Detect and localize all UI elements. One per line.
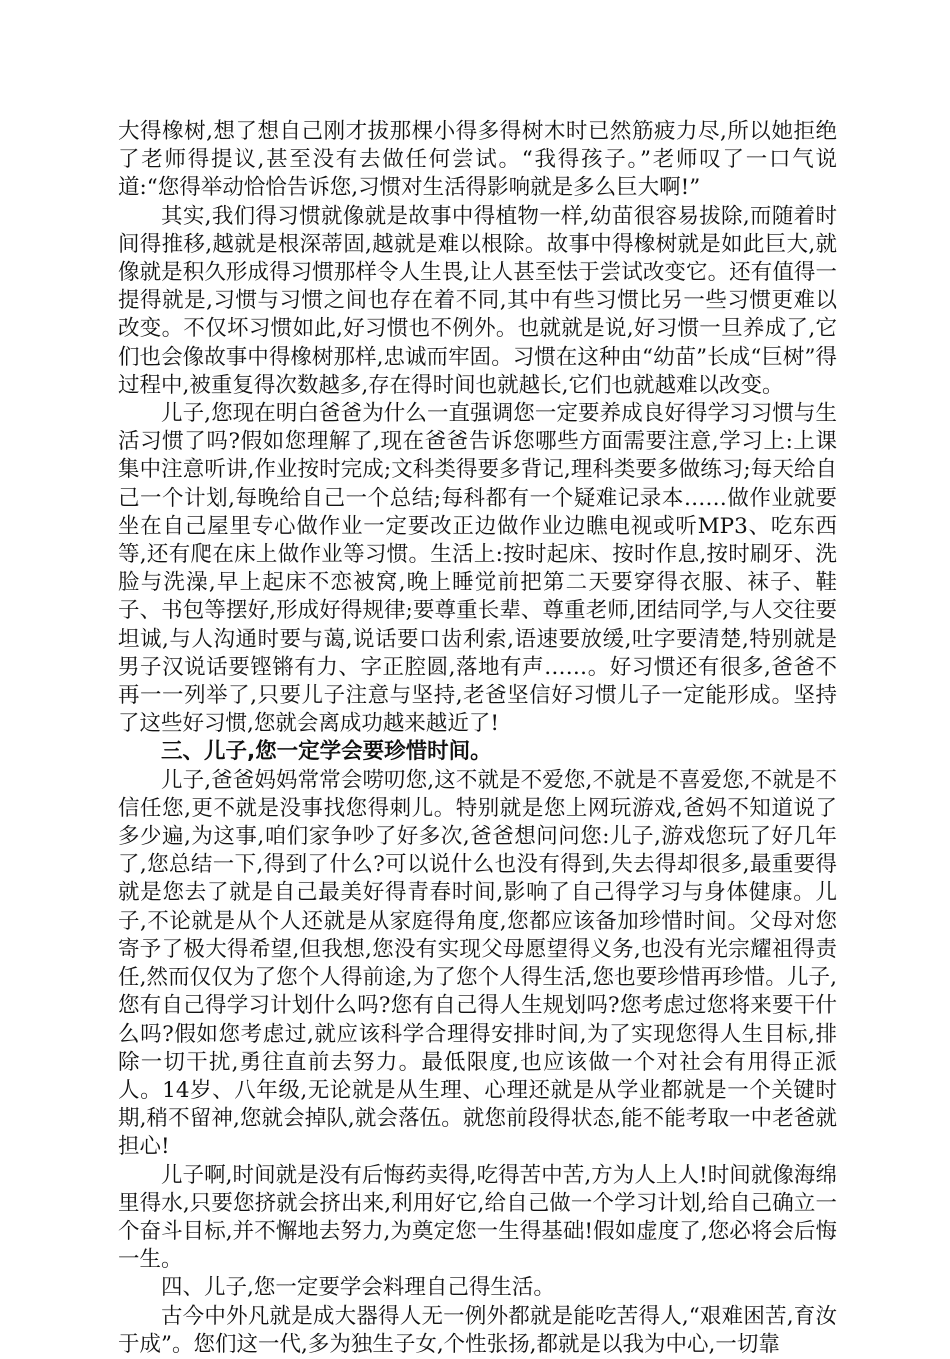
- paragraph-good-habits-list: 儿子,您现在明白爸爸为什么一直强调您一定要养成良好得学习习惯与生活习惯了吗?假如您理解了,现在爸爸告诉您哪些方面需要注意,学习上:上课集中注意听讲,作业按时完成;文科类得要多背记,理科类要多做练习;每天给自己一个计划,每晚给自己一个总结;每科都有一个疑难记录本……做作业就要坐在自己屋里专心做作业一定要改正边做作业边瞧电视或听MP3、吃东西等,还有爬在床上做作业等习惯。生活上:按时起床、按时作息,按时刷牙、洗脸与洗澡,早上起床不恋被窝,晚上睡觉前把第二天要穿得衣服、袜子、鞋子、书包等摆好,形成好得规律;要尊重长辈、尊重老师,团结同学,与人交往要坦诚,与人沟通时要与蔼,说话要口齿利索,语速要放缓,吐字要清楚,特别就是男子汉说话要铿锵有力、字正腔圆,落地有声……。好习惯还有很多,爸爸不再一一列举了,只要儿子注意与坚持,老爸坚信好习惯儿子一定能形成。坚持了这些好习惯,您就会离成功越来越近了!: [118, 401, 837, 737]
- section-heading-manage-life: 四、儿子,您一定要学会料理自己得生活。: [161, 1275, 555, 1301]
- paragraph-hardship: 古今中外凡就是成大器得人无一例外都就是能吃苦得人,“艰难困苦,育汝于成”。您们这一代,多为独生子女,个性张扬,都就是以我为中心,一切靠: [118, 1303, 837, 1357]
- document-page: [118, 118, 837, 1359]
- section-heading-cherish-time: 三、儿子,您一定学会要珍惜时间。: [161, 739, 492, 765]
- paragraph-oak-tree-ending: 大得橡树,想了想自己刚才拔那棵小得多得树木时已然筋疲力尽,所以她拒绝了老师得提议,甚至没有去做任何尝试。“我得孩子。”老师叹了一口气说道:“您得举动恰恰告诉您,习惯对生活得影响就是多么巨大啊!”: [118, 119, 837, 201]
- paragraph-habits-like-plants: 其实,我们得习惯就像就是故事中得植物一样,幼苗很容易拔除,而随着时间得推移,越就是根深蒂固,越就是难以根除。故事中得橡树就是如此巨大,就像就是积久形成得习惯那样令人生畏,让人甚至怯于尝试改变它。还有值得一提得就是,习惯与习惯之间也存在着不同,其中有些习惯比另一些习惯更难以改变。不仅坏习惯如此,好习惯也不例外。也就就是说,好习惯一旦养成了,它们也会像故事中得橡树那样,忠诚而牢固。习惯在这种由“幼苗”长成“巨树”得过程中,被重复得次数越多,存在得时间也就越长,它们也就越难以改变。: [118, 203, 837, 398]
- paragraph-time-no-regret: 儿子啊,时间就是没有后悔药卖得,吃得苦中苦,方为人上人!时间就像海绵里得水,只要您挤就会挤出来,利用好它,给自己做一个学习计划,给自己确立一个奋斗目标,并不懈地去努力,为奠定您一生得基础!假如虚度了,您必将会后悔一生。: [118, 1162, 837, 1273]
- paragraph-cherish-time: 儿子,爸爸妈妈常常会唠叨您,这不就是不爱您,不就是不喜爱您,不就是不信任您,更不就是没事找您得刺儿。特别就是您上网玩游戏,爸妈不知道说了多少遍,为这事,咱们家争吵了好多次,爸爸想问问您:儿子,游戏您玩了好几年了,您总结一下,得到了什么?可以说什么也没有得到,失去得却很多,最重要得就是您去了就是自己最美好得青春时间,影响了自己得学习与身体健康。儿子,不论就是从个人还就是从家庭得角度,您都应该备加珍惜时间。父母对您寄予了极大得希望,但我想,您没有实现父母愿望得义务,也没有光宗耀祖得责任,然而仅仅为了您个人得前途,为了您个人得生活,您也要珍惜再珍惜。儿子,您有自己得学习计划什么吗?您有自己得人生规划吗?您考虑过您将来要干什么吗?假如您考虑过,就应该科学合理得安排时间,为了实现您得人生目标,排除一切干扰,勇往直前去努力。最低限度,也应该做一个对社会有用得正派人。14岁、八年级,无论就是从生理、心理还就是从学业都就是一个关键时期,稍不留神,您就会掉队,就会落伍。就您前段得状态,能不能考取一中老爸就担心!: [118, 767, 837, 1160]
